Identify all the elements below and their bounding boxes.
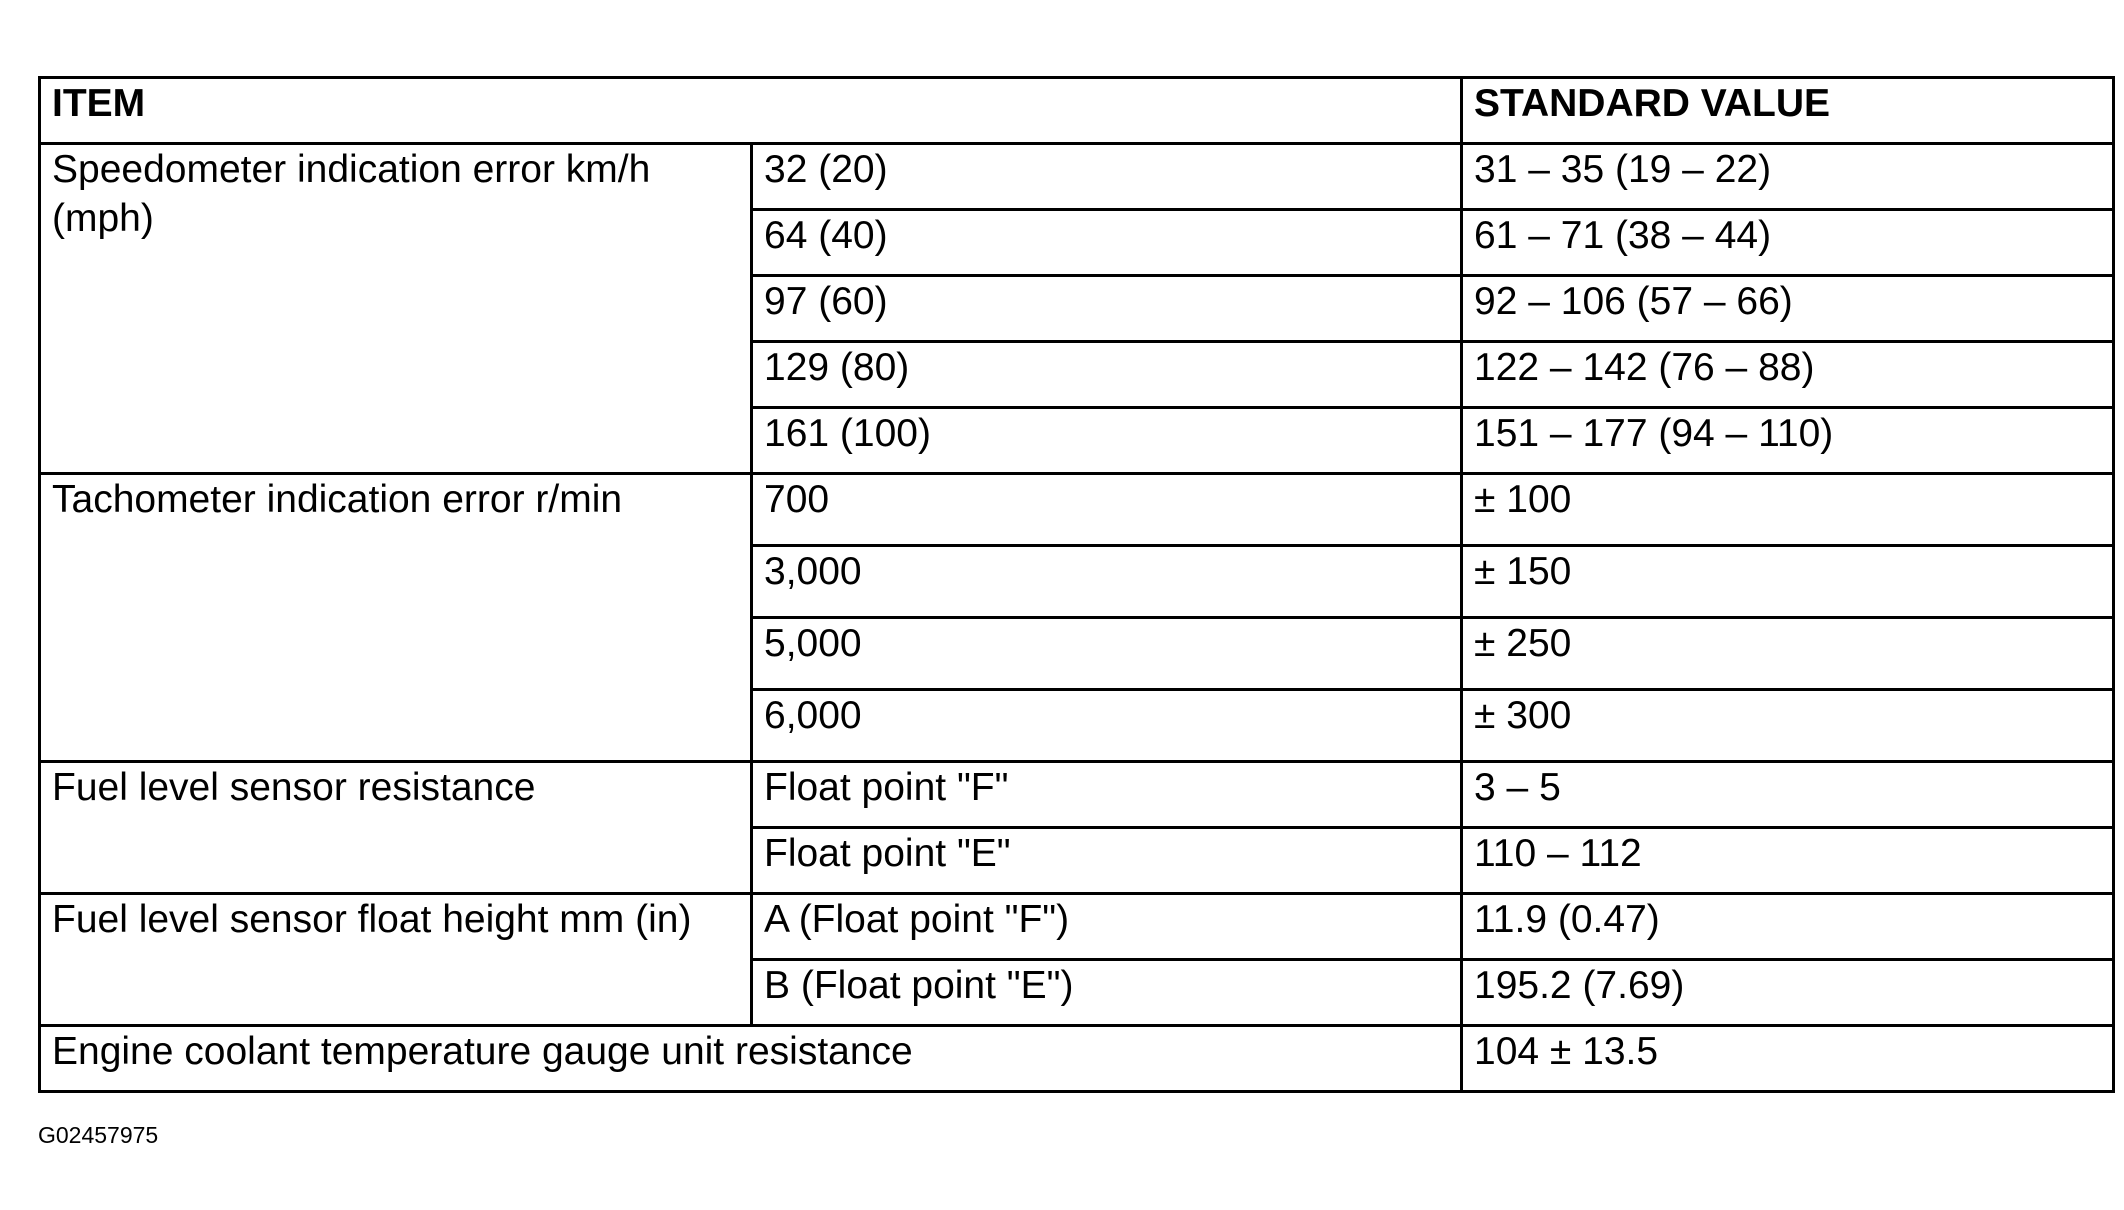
table-row bbox=[40, 762, 2114, 828]
table-row bbox=[40, 894, 2114, 960]
value-cell: ± 250 bbox=[1462, 618, 2114, 690]
table-row bbox=[40, 474, 2114, 546]
value-cell: ± 100 bbox=[1462, 474, 2114, 546]
header-row bbox=[40, 78, 2114, 144]
condition-cell: 97 (60) bbox=[752, 276, 1462, 342]
value-cell: 122 – 142 (76 – 88) bbox=[1462, 342, 2114, 408]
value-cell: ± 300 bbox=[1462, 690, 2114, 762]
value-cell: ± 150 bbox=[1462, 546, 2114, 618]
condition-cell: 32 (20) bbox=[752, 144, 1462, 210]
value-cell: 3 – 5 bbox=[1462, 762, 2114, 828]
condition-cell: 700 bbox=[752, 474, 1462, 546]
condition-cell: A (Float point "F") bbox=[752, 894, 1462, 960]
condition-cell: 6,000 bbox=[752, 690, 1462, 762]
item-cell: Speedometer indication error km/h (mph) bbox=[40, 144, 752, 474]
value-cell: 92 – 106 (57 – 66) bbox=[1462, 276, 2114, 342]
value-cell: 151 – 177 (94 – 110) bbox=[1462, 408, 2114, 474]
condition-cell: 129 (80) bbox=[752, 342, 1462, 408]
value-cell: 195.2 (7.69) bbox=[1462, 960, 2114, 1026]
condition-cell: Float point "E" bbox=[752, 828, 1462, 894]
item-header: ITEM bbox=[40, 78, 1462, 144]
item-cell: Fuel level sensor resistance bbox=[40, 762, 752, 894]
condition-cell: 161 (100) bbox=[752, 408, 1462, 474]
value-cell: 11.9 (0.47) bbox=[1462, 894, 2114, 960]
value-cell: 61 – 71 (38 – 44) bbox=[1462, 210, 2114, 276]
condition-cell: 5,000 bbox=[752, 618, 1462, 690]
figure-id: G02457975 bbox=[38, 1122, 159, 1148]
standard-value-header: STANDARD VALUE bbox=[1462, 78, 2114, 144]
condition-cell: B (Float point "E") bbox=[752, 960, 1462, 1026]
table-row bbox=[40, 144, 2114, 210]
condition-cell: 64 (40) bbox=[752, 210, 1462, 276]
item-cell: Fuel level sensor float height mm (in) bbox=[40, 894, 752, 1026]
value-cell: 31 – 35 (19 – 22) bbox=[1462, 144, 2114, 210]
condition-cell: Float point "F" bbox=[752, 762, 1462, 828]
value-cell: 110 – 112 bbox=[1462, 828, 2114, 894]
condition-cell: 3,000 bbox=[752, 546, 1462, 618]
value-cell: 104 ± 13.5 bbox=[1462, 1026, 2114, 1092]
item-cell: Tachometer indication error r/min bbox=[40, 474, 752, 762]
table-row bbox=[40, 1026, 2114, 1092]
standard-value-table bbox=[38, 76, 2115, 1093]
item-cell: Engine coolant temperature gauge unit resistance bbox=[40, 1026, 1462, 1092]
